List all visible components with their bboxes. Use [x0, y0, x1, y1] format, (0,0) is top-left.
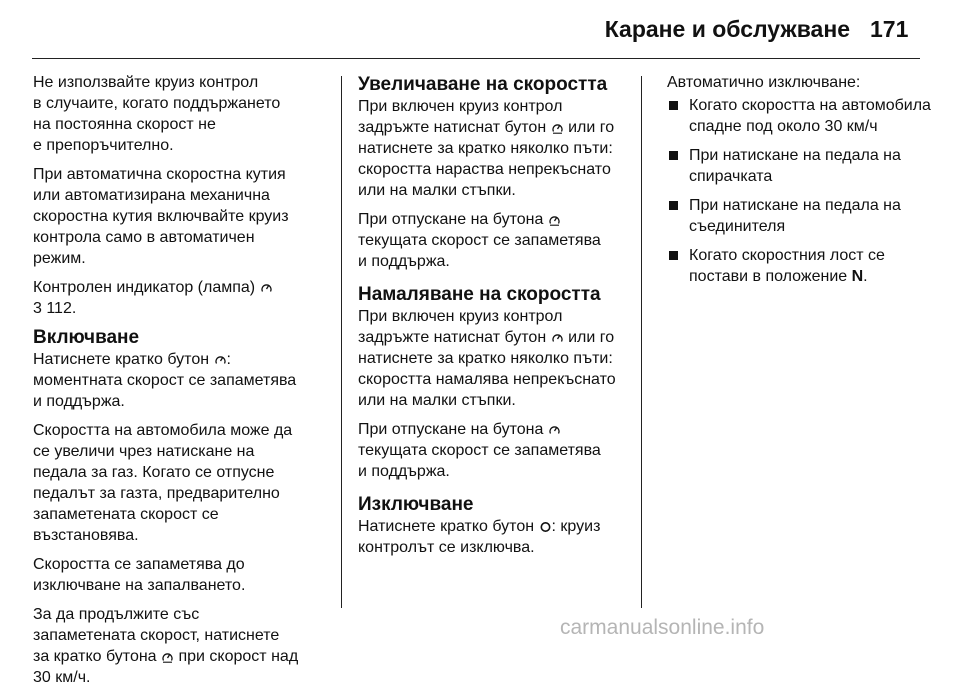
text-line: [358, 419, 633, 440]
text-line: 30 км/ч.: [33, 669, 91, 686]
bullet-square-icon: [669, 251, 678, 260]
paragraph-usage-warning: [33, 72, 333, 156]
text-span: :: [226, 351, 231, 368]
paragraph-increase: [358, 96, 633, 201]
resume-plus-button-icon: [552, 121, 563, 134]
text-line: текущата скорост се запаметява: [358, 442, 601, 459]
text-line: запаметената скорост се: [33, 506, 219, 523]
text-line: и поддържа.: [358, 253, 450, 270]
text-line: [358, 209, 633, 230]
text-line: Не използвайте круиз контрол: [33, 74, 259, 91]
text-line: режим.: [33, 250, 86, 267]
text-line: За да продължите със: [33, 606, 200, 623]
text-line: педала за газ. Когато се отпусне: [33, 464, 275, 481]
text-span: или го: [568, 119, 615, 136]
text-line: При натискане на педала на: [689, 147, 901, 164]
text-line: е препоръчително.: [33, 137, 174, 154]
text-line: изключване на запалването.: [33, 577, 246, 594]
column-1: [33, 72, 333, 696]
chapter-title: Каране и обслужване: [604, 16, 850, 42]
resume-plus-button-icon: [162, 650, 173, 663]
paragraph-decrease-release: [358, 419, 633, 482]
text-line: в случаите, когато поддържането: [33, 95, 281, 112]
text-line: съединителя: [689, 218, 786, 235]
column-2: [358, 72, 633, 566]
page-reference: 3 112.: [33, 300, 77, 317]
watermark: carmanualsonline.info: [560, 616, 765, 639]
set-minus-button-icon: [552, 331, 563, 344]
list-item: [667, 145, 932, 187]
text-line: При включен круиз контрол: [358, 98, 563, 115]
column-divider-1: [341, 76, 342, 608]
text-span: .: [863, 268, 868, 285]
text-line: педалът за газта, предварително: [33, 485, 280, 502]
text-span: Натиснете кратко бутон: [358, 518, 535, 535]
text-line: При автоматична скоростна кутия: [33, 166, 286, 183]
text-line: моментната скорост се запаметява: [33, 372, 297, 389]
paragraph-activation: [33, 349, 333, 412]
text-line: текущата скорост се запаметява: [358, 232, 601, 249]
text-span: : круиз: [551, 518, 601, 535]
text-span: задръжте натиснат бутон: [358, 119, 547, 136]
paragraph-memory: [33, 554, 333, 596]
text-line: [358, 327, 633, 348]
text-line: натиснете за кратко няколко пъти:: [358, 140, 613, 157]
text-span: При отпускане на бутона: [358, 421, 544, 438]
text-line: натиснете за кратко няколко пъти:: [358, 350, 613, 367]
text-line: [358, 117, 633, 138]
text-line: При натискане на педала на: [689, 197, 901, 214]
heading-increase-speed: Увеличаване на скоростта: [358, 74, 608, 95]
text-line: Скоростта се запаметява до: [33, 556, 245, 573]
text-line: [689, 266, 932, 287]
text-line: скоростна кутия включвайте круиз: [33, 208, 289, 225]
text-line: скоростта нараства непрекъснато: [358, 161, 611, 178]
text-line: [358, 516, 633, 537]
text-line: или на малки стъпки.: [358, 392, 516, 409]
heading-decrease-speed: Намаляване на скоростта: [358, 284, 601, 305]
text-line: При включен круиз контрол: [358, 308, 563, 325]
text-line: [33, 277, 333, 298]
text-line: скоростта намалява непрекъснато: [358, 371, 616, 388]
text-line: или на малки стъпки.: [358, 182, 516, 199]
text-span: При отпускане на бутона: [358, 211, 544, 228]
page-number: 171: [870, 16, 909, 42]
paragraph-automatic-gearbox: [33, 164, 333, 269]
heading-deactivation: Изключване: [358, 494, 474, 515]
set-minus-button-icon: [549, 423, 560, 436]
list-item: [667, 245, 932, 287]
text-span: постави в положение: [689, 268, 848, 285]
set-minus-button-icon: [215, 353, 226, 366]
cruise-control-icon: [261, 281, 272, 294]
text-span: задръжте натиснат бутон: [358, 329, 547, 346]
text-line: контрола само в автоматичен: [33, 229, 255, 246]
paragraph-accelerate: [33, 420, 333, 546]
paragraph-decrease: [358, 306, 633, 411]
auto-off-intro: Автоматично изключване:: [667, 74, 861, 91]
text-span: при скорост над: [178, 648, 299, 665]
gear-neutral-label: N: [851, 268, 864, 285]
paragraph-increase-release: [358, 209, 633, 272]
resume-plus-button-icon: [549, 213, 560, 226]
text-span: или го: [568, 329, 615, 346]
text-line: и поддържа.: [358, 463, 450, 480]
text-line: и поддържа.: [33, 393, 125, 410]
text-line: спадне под около 30 км/ч: [689, 118, 878, 135]
column-3: [667, 72, 932, 295]
text-line: или автоматизирана механична: [33, 187, 270, 204]
text-span: за кратко бутона: [33, 648, 157, 665]
list-item: [667, 195, 932, 237]
heading-activation: Включване: [33, 327, 140, 348]
column-divider-2: [641, 76, 642, 608]
off-button-icon: [540, 520, 551, 533]
text-line: контролът се изключва.: [358, 539, 535, 556]
indicator-text: Контролен индикатор (лампа): [33, 279, 256, 296]
text-line: спирачката: [689, 168, 773, 185]
paragraph-indicator: [33, 277, 333, 319]
bullet-square-icon: [669, 201, 678, 210]
text-line: Когато скоростта на автомобила: [689, 97, 931, 114]
text-line: Когато скоростния лост се: [689, 247, 885, 264]
paragraph-deactivation: [358, 516, 633, 558]
text-line: се увеличи чрез натискане на: [33, 443, 255, 460]
list-item: [667, 95, 932, 137]
text-line: Скоростта на автомобила може да: [33, 422, 293, 439]
paragraph-resume: [33, 604, 333, 688]
text-line: възстановява.: [33, 527, 139, 544]
header-divider: [32, 58, 920, 59]
bullet-square-icon: [669, 151, 678, 160]
text-line: запаметената скорост, натиснете: [33, 627, 280, 644]
text-line: [33, 646, 333, 667]
bullet-square-icon: [669, 101, 678, 110]
text-line: на постоянна скорост не: [33, 116, 216, 133]
text-line: [33, 349, 333, 370]
text-span: Натиснете кратко бутон: [33, 351, 210, 368]
